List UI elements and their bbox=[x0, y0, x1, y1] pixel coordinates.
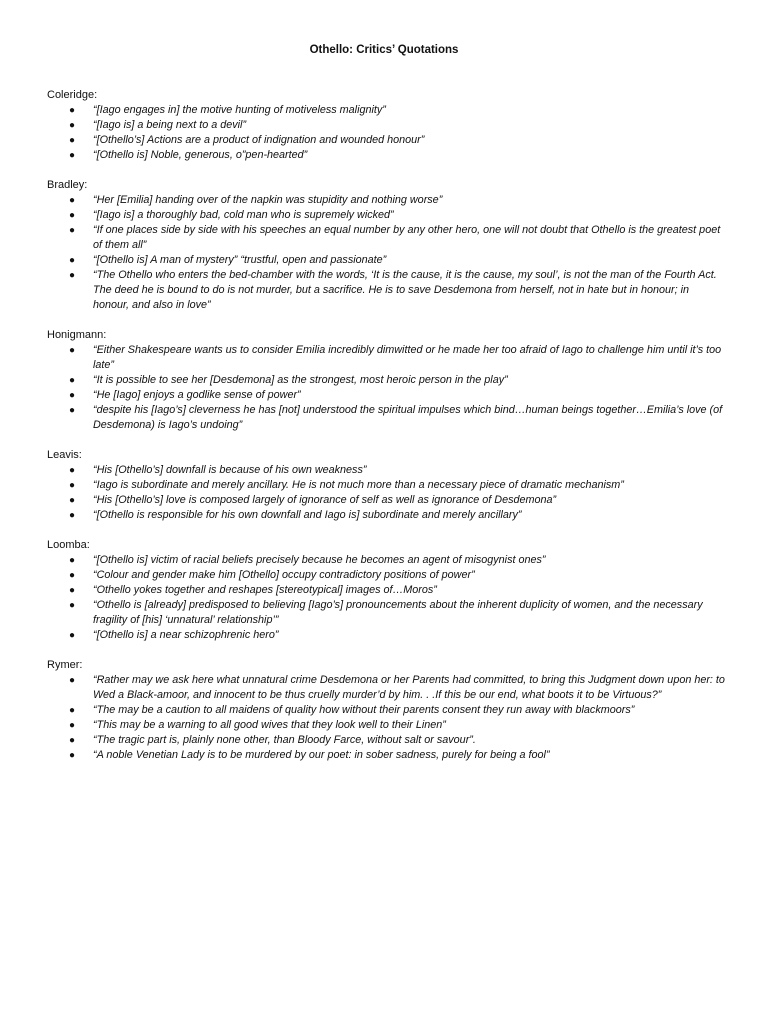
quote-text: “Iago is subordinate and merely ancillary. He is not much more than a necessary piece of dramatic mechanism” bbox=[93, 479, 624, 491]
quote-text: “[Iago is] a being next to a devil” bbox=[93, 119, 247, 131]
bullet-icon: ● bbox=[69, 345, 76, 356]
bullet-icon: ● bbox=[69, 630, 76, 641]
quote-item bbox=[47, 628, 727, 643]
quote-list bbox=[47, 553, 727, 643]
quote-text: “This may be a warning to all good wives that they look well to their Linen” bbox=[93, 719, 446, 731]
document-title: Othello: Critics’ Quotations bbox=[309, 44, 459, 56]
quote-text: “[Othello is] victim of racial beliefs precisely because he becomes an agent of misogynist ones” bbox=[93, 554, 546, 566]
quote-text: “His [Othello’s] love is composed largely of ignorance of self as well as ignorance of Desdemona” bbox=[93, 494, 557, 506]
bullet-icon: ● bbox=[69, 480, 76, 491]
bullet-icon: ● bbox=[69, 150, 76, 161]
quote-text: “[Iago engages in] the motive hunting of motiveless malignity” bbox=[93, 104, 386, 116]
quote-item bbox=[47, 343, 727, 373]
quote-item bbox=[47, 373, 727, 388]
section-bradley bbox=[47, 178, 727, 313]
quote-text: “Either Shakespeare wants us to consider Emilia incredibly dimwitted or he made her too afraid of Iago to challenge him until it’s too late” bbox=[93, 344, 722, 371]
quote-text: “The tragic part is, plainly none other, than Bloody Farce, without salt or savour”. bbox=[93, 734, 476, 746]
section-loomba bbox=[47, 538, 727, 643]
section-rymer bbox=[47, 658, 727, 763]
quote-text: “It is possible to see her [Desdemona] as the strongest, most heroic person in the play” bbox=[93, 374, 508, 386]
quote-item bbox=[47, 463, 727, 478]
bullet-icon: ● bbox=[69, 405, 76, 416]
quote-text: “Rather may we ask here what unnatural crime Desdemona or her Parents had committed, to bring this Judgment down upon her: to Wed a Black-amoor, and innocent to be thus cruelly murder’d by him. . .If this be our end, what boots it to be Virtuous?” bbox=[93, 674, 725, 701]
bullet-icon: ● bbox=[69, 495, 76, 506]
section-honigmann bbox=[47, 328, 727, 433]
quote-text: “[Othello is] Noble, generous, o”pen-hearted” bbox=[93, 149, 308, 161]
bullet-icon: ● bbox=[69, 270, 76, 281]
quote-item bbox=[47, 103, 727, 118]
quote-item bbox=[47, 403, 727, 433]
quote-list bbox=[47, 343, 727, 433]
quote-item bbox=[47, 553, 727, 568]
quote-item bbox=[47, 193, 727, 208]
quote-item bbox=[47, 583, 727, 598]
section-leavis bbox=[47, 448, 727, 523]
quote-item bbox=[47, 718, 727, 733]
quote-item bbox=[47, 703, 727, 718]
critic-heading: Honigmann: bbox=[47, 329, 107, 341]
quote-text: “despite his [Iago’s] cleverness he has [not] understood the spiritual impulses which bind…human beings together…Emilia’s love (of Desdemona) is Iago’s undoing” bbox=[93, 404, 723, 431]
bullet-icon: ● bbox=[69, 720, 76, 731]
bullet-icon: ● bbox=[69, 195, 76, 206]
quote-text: “[Othello is] A man of mystery” “trustful, open and passionate” bbox=[93, 254, 387, 266]
quote-item bbox=[47, 133, 727, 148]
quote-list bbox=[47, 103, 727, 163]
quote-item bbox=[47, 223, 727, 253]
quote-item bbox=[47, 733, 727, 748]
quote-item bbox=[47, 253, 727, 268]
bullet-icon: ● bbox=[69, 390, 76, 401]
bullet-icon: ● bbox=[69, 555, 76, 566]
quote-text: “The may be a caution to all maidens of quality how without their parents consent they run away with blackmoors” bbox=[93, 704, 635, 716]
bullet-icon: ● bbox=[69, 735, 76, 746]
quote-text: “[Othello is] a near schizophrenic hero” bbox=[93, 629, 279, 641]
quote-text: “[Othello’s] Actions are a product of indignation and wounded honour” bbox=[93, 134, 425, 146]
bullet-icon: ● bbox=[69, 375, 76, 386]
quote-item bbox=[47, 568, 727, 583]
quote-item bbox=[47, 388, 727, 403]
quote-text: “Othello is [already] predisposed to believing [Iago’s] pronouncements about the inherent duplicity of women, and the necessary fragility of [his] ‘unnatural’ relationship’” bbox=[93, 599, 703, 626]
quote-text: “[Othello is responsible for his own downfall and Iago is] subordinate and merely ancillary” bbox=[93, 509, 522, 521]
quote-text: “His [Othello’s] downfall is because of his own weakness” bbox=[93, 464, 367, 476]
quote-item bbox=[47, 508, 727, 523]
critic-heading: Coleridge: bbox=[47, 89, 98, 101]
bullet-icon: ● bbox=[69, 570, 76, 581]
quote-text: “If one places side by side with his speeches an equal number by any other hero, one will not doubt that Othello is the greatest poet of them all” bbox=[93, 224, 721, 251]
quote-text: “Colour and gender make him [Othello] occupy contradictory positions of power” bbox=[93, 569, 475, 581]
quote-item bbox=[47, 268, 727, 313]
bullet-icon: ● bbox=[69, 675, 76, 686]
critic-heading: Rymer: bbox=[47, 659, 83, 671]
quote-item bbox=[47, 148, 727, 163]
quote-item bbox=[47, 208, 727, 223]
bullet-icon: ● bbox=[69, 705, 76, 716]
quote-text: “[Iago is] a thoroughly bad, cold man who is supremely wicked” bbox=[93, 209, 394, 221]
quote-list bbox=[47, 673, 727, 763]
bullet-icon: ● bbox=[69, 600, 76, 611]
quote-item bbox=[47, 598, 727, 628]
bullet-icon: ● bbox=[69, 465, 76, 476]
quote-item bbox=[47, 478, 727, 493]
quote-text: “He [Iago] enjoys a godlike sense of power” bbox=[93, 389, 301, 401]
bullet-icon: ● bbox=[69, 255, 76, 266]
quote-text: “Othello yokes together and reshapes [stereotypical] images of…Moros” bbox=[93, 584, 437, 596]
quote-text: “A noble Venetian Lady is to be murdered by our poet: in sober sadness, purely for being a fool” bbox=[93, 749, 550, 761]
quote-text: “Her [Emilia] handing over of the napkin was stupidity and nothing worse” bbox=[93, 194, 443, 206]
document-body bbox=[47, 88, 727, 778]
bullet-icon: ● bbox=[69, 210, 76, 221]
quote-item bbox=[47, 673, 727, 703]
quote-item bbox=[47, 748, 727, 763]
section-coleridge bbox=[47, 88, 727, 163]
critic-heading: Leavis: bbox=[47, 449, 82, 461]
quote-item bbox=[47, 118, 727, 133]
quote-item bbox=[47, 493, 727, 508]
critic-heading: Bradley: bbox=[47, 179, 88, 191]
quote-list bbox=[47, 193, 727, 313]
bullet-icon: ● bbox=[69, 585, 76, 596]
quote-text: “The Othello who enters the bed-chamber with the words, ‘It is the cause, it is the cause, my soul’, is not the man of the Fourth Act. The deed he is bound to do is not murder, but a sacrifice. He is to save Desdemona from herself, not in hate but in honour; in honour, and also in love” bbox=[93, 269, 717, 311]
bullet-icon: ● bbox=[69, 135, 76, 146]
critic-heading: Loomba: bbox=[47, 539, 90, 551]
bullet-icon: ● bbox=[69, 750, 76, 761]
bullet-icon: ● bbox=[69, 105, 76, 116]
bullet-icon: ● bbox=[69, 225, 76, 236]
bullet-icon: ● bbox=[69, 120, 76, 131]
quote-list bbox=[47, 463, 727, 523]
bullet-icon: ● bbox=[69, 510, 76, 521]
